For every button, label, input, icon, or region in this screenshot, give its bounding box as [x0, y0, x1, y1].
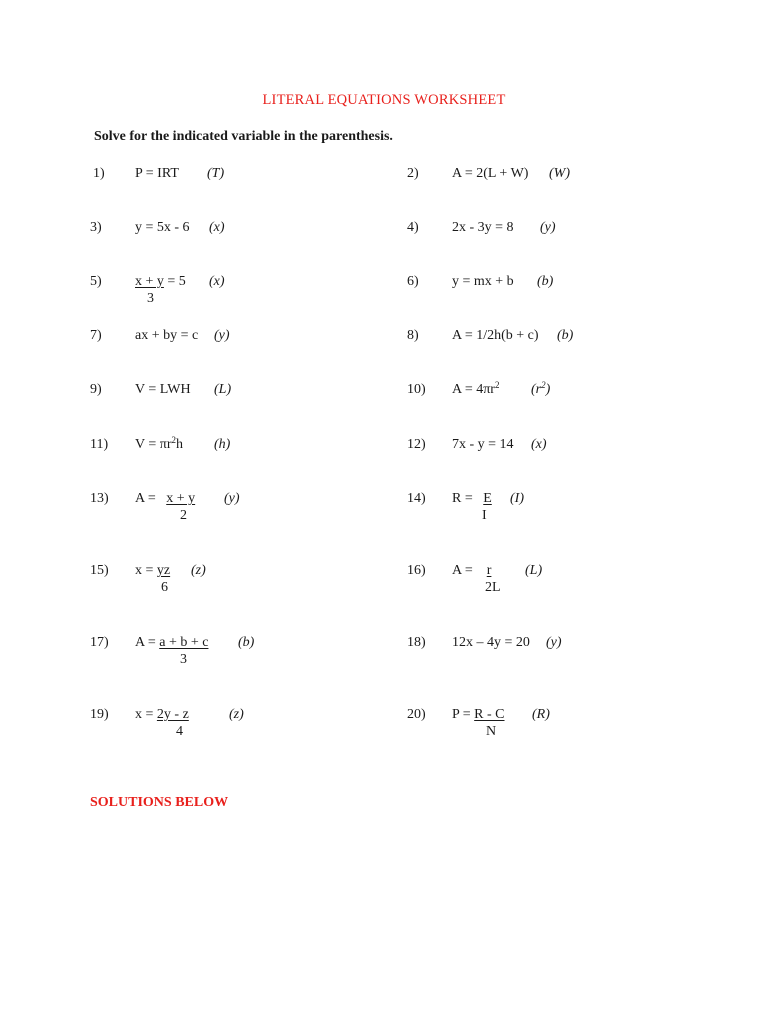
- solve-variable: (L): [214, 382, 232, 397]
- fraction-numerator: yz: [156, 563, 171, 578]
- worksheet-title: LITERAL EQUATIONS WORKSHEET: [262, 92, 506, 108]
- fraction-numerator: R - C: [474, 707, 505, 722]
- equation-lhs: x =: [135, 707, 157, 722]
- equation: V = LWH: [135, 382, 191, 397]
- fraction-numerator: x + y: [166, 491, 196, 506]
- equation: 7x - y = 14: [452, 437, 514, 452]
- equation: [452, 563, 491, 579]
- equation: [135, 491, 195, 507]
- fraction-numerator: 2y - z: [156, 707, 189, 722]
- problem-number: 2): [407, 166, 419, 181]
- equation-lhs: x =: [135, 563, 157, 578]
- solutions-heading: SOLUTIONS BELOW: [90, 795, 229, 810]
- problem-number: 18): [407, 635, 426, 650]
- fraction-denominator: 3: [180, 652, 187, 667]
- equation-lhs: A =: [452, 563, 477, 578]
- problem-number: 16): [407, 563, 426, 578]
- problem-number: 5): [90, 274, 102, 289]
- solve-variable: (R): [532, 707, 550, 722]
- fraction-denominator: N: [486, 724, 497, 739]
- fraction-denominator: I: [482, 508, 487, 523]
- fraction-denominator: 2L: [485, 580, 501, 595]
- solve-variable: (x): [209, 274, 225, 289]
- problem-number: 3): [90, 220, 102, 235]
- variable-base: (r: [531, 382, 542, 397]
- solve-variable: (h): [214, 437, 231, 452]
- equation: y = mx + b: [452, 274, 514, 289]
- equation: 12x – 4y = 20: [452, 635, 530, 650]
- solve-variable: (L): [525, 563, 543, 578]
- problem-number: 4): [407, 220, 419, 235]
- problem-number: 9): [90, 382, 102, 397]
- fraction-denominator: 3: [147, 291, 154, 306]
- exponent: 2: [541, 380, 546, 390]
- problem-number: 8): [407, 328, 419, 343]
- solve-variable: [531, 382, 550, 398]
- solve-variable: (z): [229, 707, 244, 722]
- solve-variable: (I): [510, 491, 524, 506]
- solve-variable: (W): [549, 166, 570, 181]
- solve-variable: (b): [537, 274, 554, 289]
- problem-number: 13): [90, 491, 109, 506]
- problem-number: 17): [90, 635, 109, 650]
- variable-close: ): [545, 382, 551, 397]
- solve-variable: (x): [531, 437, 547, 452]
- equation-rest: h: [175, 437, 183, 452]
- fraction-numerator: x + y: [135, 274, 164, 289]
- equation: A = 2(L + W): [452, 166, 529, 181]
- equation-lhs: R =: [452, 491, 477, 506]
- equation: 2x - 3y = 8: [452, 220, 514, 235]
- equation: [452, 707, 505, 723]
- solve-variable: (z): [191, 563, 206, 578]
- equation: [135, 635, 208, 651]
- equation: [135, 563, 170, 579]
- exponent: 2: [171, 435, 176, 445]
- equation: [135, 274, 186, 290]
- problem-number: 14): [407, 491, 426, 506]
- solve-variable: (x): [209, 220, 225, 235]
- solve-variable: (T): [207, 166, 225, 181]
- instructions: Solve for the indicated variable in the parenthesis.: [94, 129, 393, 144]
- fraction-denominator: 4: [176, 724, 183, 739]
- equation: P = IRT: [135, 166, 179, 181]
- problem-number: 1): [93, 166, 105, 181]
- problem-number: 10): [407, 382, 426, 397]
- problem-number: 11): [90, 437, 109, 452]
- solve-variable: (y): [224, 491, 240, 506]
- fraction-numerator: r: [486, 563, 492, 578]
- solve-variable: (b): [238, 635, 255, 650]
- solve-variable: (y): [546, 635, 562, 650]
- equation-rest: = 5: [163, 274, 186, 289]
- equation-lhs: P =: [452, 707, 475, 722]
- problem-number: 19): [90, 707, 109, 722]
- equation: [452, 382, 499, 398]
- problem-number: 7): [90, 328, 102, 343]
- problem-number: 12): [407, 437, 426, 452]
- solve-variable: (b): [557, 328, 574, 343]
- equation: A = 1/2h(b + c): [452, 328, 539, 343]
- fraction-denominator: 6: [161, 580, 168, 595]
- equation-base: V = πr: [135, 437, 172, 452]
- fraction-numerator: E: [483, 491, 492, 506]
- equation: ax + by = c: [135, 328, 199, 343]
- problem-number: 20): [407, 707, 426, 722]
- solve-variable: (y): [540, 220, 556, 235]
- problem-number: 15): [90, 563, 109, 578]
- equation: y = 5x - 6: [135, 220, 190, 235]
- exponent: 2: [494, 380, 500, 390]
- fraction-numerator: a + b + c: [159, 635, 209, 650]
- problem-number: 6): [407, 274, 419, 289]
- equation: [135, 437, 183, 453]
- equation: [135, 707, 189, 723]
- equation-base: A = 4πr: [452, 382, 495, 397]
- fraction-denominator: 2: [180, 508, 187, 523]
- equation-lhs: A =: [135, 491, 160, 506]
- equation: [452, 491, 492, 507]
- solve-variable: (y): [214, 328, 230, 343]
- equation-lhs: A =: [135, 635, 160, 650]
